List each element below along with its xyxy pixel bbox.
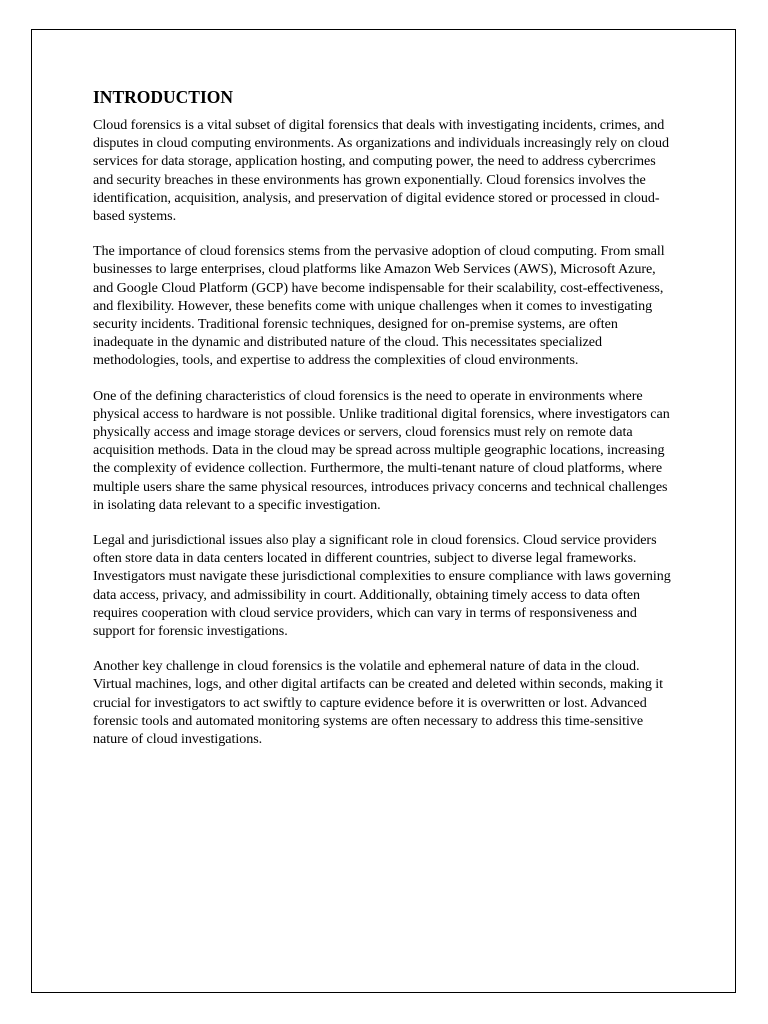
paragraph-1: Cloud forensics is a vital subset of digital forensics that deals with investigating incidents, crimes, and disputes in cloud computing environments. As organizations and individuals increasingly rely on cloud services for data storage, application hosting, and computing power, the need to address cybercrimes and security breaches in these environments has grown exponentially. Cloud forensics involves the identification, acquisition, analysis, and preservation of digital evidence stored or processed in cloud-based systems. [93, 117, 669, 225]
document-body [93, 86, 679, 765]
paragraph-3: One of the defining characteristics of cloud forensics is the need to operate in environments where physical access to hardware is not possible. Unlike traditional digital forensics, where investigators can physically access and image storage devices or servers, cloud forensics must rely on remote data acquisition methods. Data in the cloud may be spread across multiple geographic locations, increasing the complexity of evidence collection. Furthermore, the multi-tenant nature of cloud platforms, where multiple users share the same physical resources, introduces privacy concerns and technical challenges in isolating data relevant to a specific investigation. [93, 387, 670, 513]
section-heading: INTRODUCTION [93, 87, 234, 107]
paragraph-2: The importance of cloud forensics stems from the pervasive adoption of cloud computing. From small businesses to large enterprises, cloud platforms like Amazon Web Services (AWS), Microsoft Azure, and Google Cloud Platform (GCP) have become indispensable for their scalability, cost-effectiveness, and flexibility. However, these benefits come with unique challenges when it comes to investigating security incidents. Traditional forensic techniques, designed for on-premise systems, are often inadequate in the dynamic and distributed nature of the cloud. This necessitates specialized methodologies, tools, and expertise to address the complexities of cloud environments. [93, 243, 665, 369]
paragraph-4: Legal and jurisdictional issues also play a significant role in cloud forensics. Cloud service providers often store data in data centers located in different countries, subject to diverse legal frameworks. Investigators must navigate these jurisdictional complexities to ensure compliance with laws governing data access, privacy, and admissibility in court. Additionally, obtaining timely access to data often requires cooperation with cloud service providers, which can vary in terms of responsiveness and support for forensic investigations. [93, 532, 671, 640]
paragraph-5: Another key challenge in cloud forensics is the volatile and ephemeral nature of data in the cloud. Virtual machines, logs, and other digital artifacts can be created and deleted within seconds, making it crucial for investigators to act swiftly to capture evidence before it is overwritten or lost. Advanced forensic tools and automated monitoring systems are often necessary to address this time-sensitive nature of cloud investigations. [93, 658, 664, 748]
